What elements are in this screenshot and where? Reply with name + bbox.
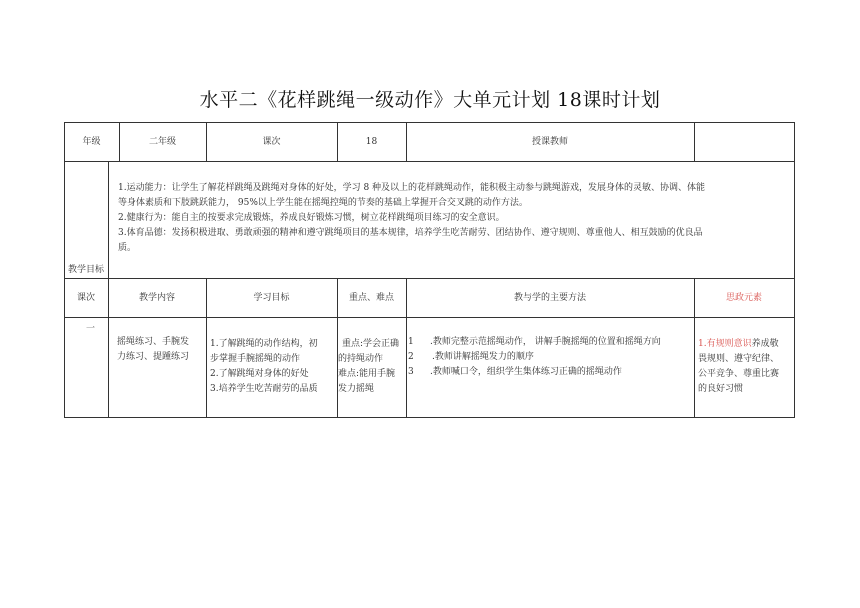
lesson-plan-table xyxy=(64,122,795,418)
grade-value: 二年级 xyxy=(148,136,176,147)
col-goals: 学习目标 xyxy=(253,292,290,303)
content-line: 摇绳练习、手腕发 xyxy=(117,337,190,347)
goal-line: 2.了解跳绳对身体的好处 xyxy=(210,369,309,379)
lesson-label: 课次 xyxy=(262,136,281,147)
method-line: .教师完整示范摇绳动作， 讲解手腕摇绳的位置和摇绳方向 xyxy=(430,337,661,347)
col-content: 教学内容 xyxy=(138,292,175,303)
row-method-numbers xyxy=(408,335,422,380)
row-methods xyxy=(430,335,692,380)
ideology-rest: 养成敬 xyxy=(751,339,779,349)
col-ideology: 思政元素 xyxy=(725,292,762,303)
row-keypoints xyxy=(338,337,405,397)
objectives-text xyxy=(118,181,793,256)
objectives-label: 教学目标 xyxy=(68,265,105,275)
ideology-highlight: 1.有规则意识 xyxy=(698,339,752,349)
method-number: 2 xyxy=(408,352,414,362)
col-methods: 教与学的主要方法 xyxy=(513,292,586,303)
method-number: 1 xyxy=(408,337,414,347)
objective-line: 3.体育品德：发扬积极进取、勇敢顽强的精神和遵守跳绳项目的基本规律，培养学生吃苦耐劳、团结协作、遵守规则、尊重他人、相互鼓励的优良品 xyxy=(118,228,703,238)
ideology-line: 的良好习惯 xyxy=(698,384,744,394)
keypoint-line: 的持绳动作 xyxy=(338,354,384,364)
col-keypoints: 重点、难点 xyxy=(348,292,394,303)
ideology-line: 畏规则、遵守纪律、 xyxy=(698,354,780,364)
keypoint-line: 难点:能用手腕 xyxy=(338,369,396,379)
lesson-value: 18 xyxy=(365,136,378,147)
method-number: 3 xyxy=(408,367,414,377)
ideology-line: 公平竞争、尊重比赛 xyxy=(698,369,780,379)
goal-line: 3.培养学生吃苦耐劳的品质 xyxy=(210,384,318,394)
teacher-value xyxy=(694,122,794,162)
objective-line: 1.运动能力：让学生了解花样跳绳及跳绳对身体的好处，学习 8 种及以上的花样跳绳动作，能积极主动参与跳绳游戏，发展身体的灵敏、协调、体能 xyxy=(118,183,706,193)
keypoint-line: 发力摇绳 xyxy=(338,384,375,394)
page-title: 水平二《花样跳绳一级动作》大单元计划 18课时计划 xyxy=(199,89,661,111)
teacher-label: 授课教师 xyxy=(531,136,568,147)
ideology-line xyxy=(698,337,793,352)
method-line: .教师讲解摇绳发力的顺序 xyxy=(432,352,534,362)
row-lesson: 一 xyxy=(86,324,96,334)
objective-line: 2.健康行为：能自主的按要求完成锻炼，养成良好锻炼习惯，树立花样跳绳项目练习的安全意识。 xyxy=(118,213,505,223)
grade-label: 年级 xyxy=(82,136,101,147)
objective-line: 质。 xyxy=(118,243,137,253)
row-goals xyxy=(210,337,336,397)
goal-line: 步掌握手腕摇绳的动作 xyxy=(210,354,301,364)
col-lesson: 课次 xyxy=(76,292,95,303)
goal-line: 1.了解跳绳的动作结构，初 xyxy=(210,339,318,349)
method-line: .教师喊口令，组织学生集体练习正确的摇绳动作 xyxy=(430,367,622,377)
content-line: 力练习、提踵练习 xyxy=(117,352,190,362)
objective-line: 等身体素质和下肢跳跃能力， 95%以上学生能在摇绳控绳的节奏的基础上掌握开合交叉跳的动作方法。 xyxy=(118,198,528,208)
keypoint-line: 重点:学会正确 xyxy=(342,339,400,349)
row-ideology xyxy=(698,337,793,397)
row-content xyxy=(117,335,205,365)
